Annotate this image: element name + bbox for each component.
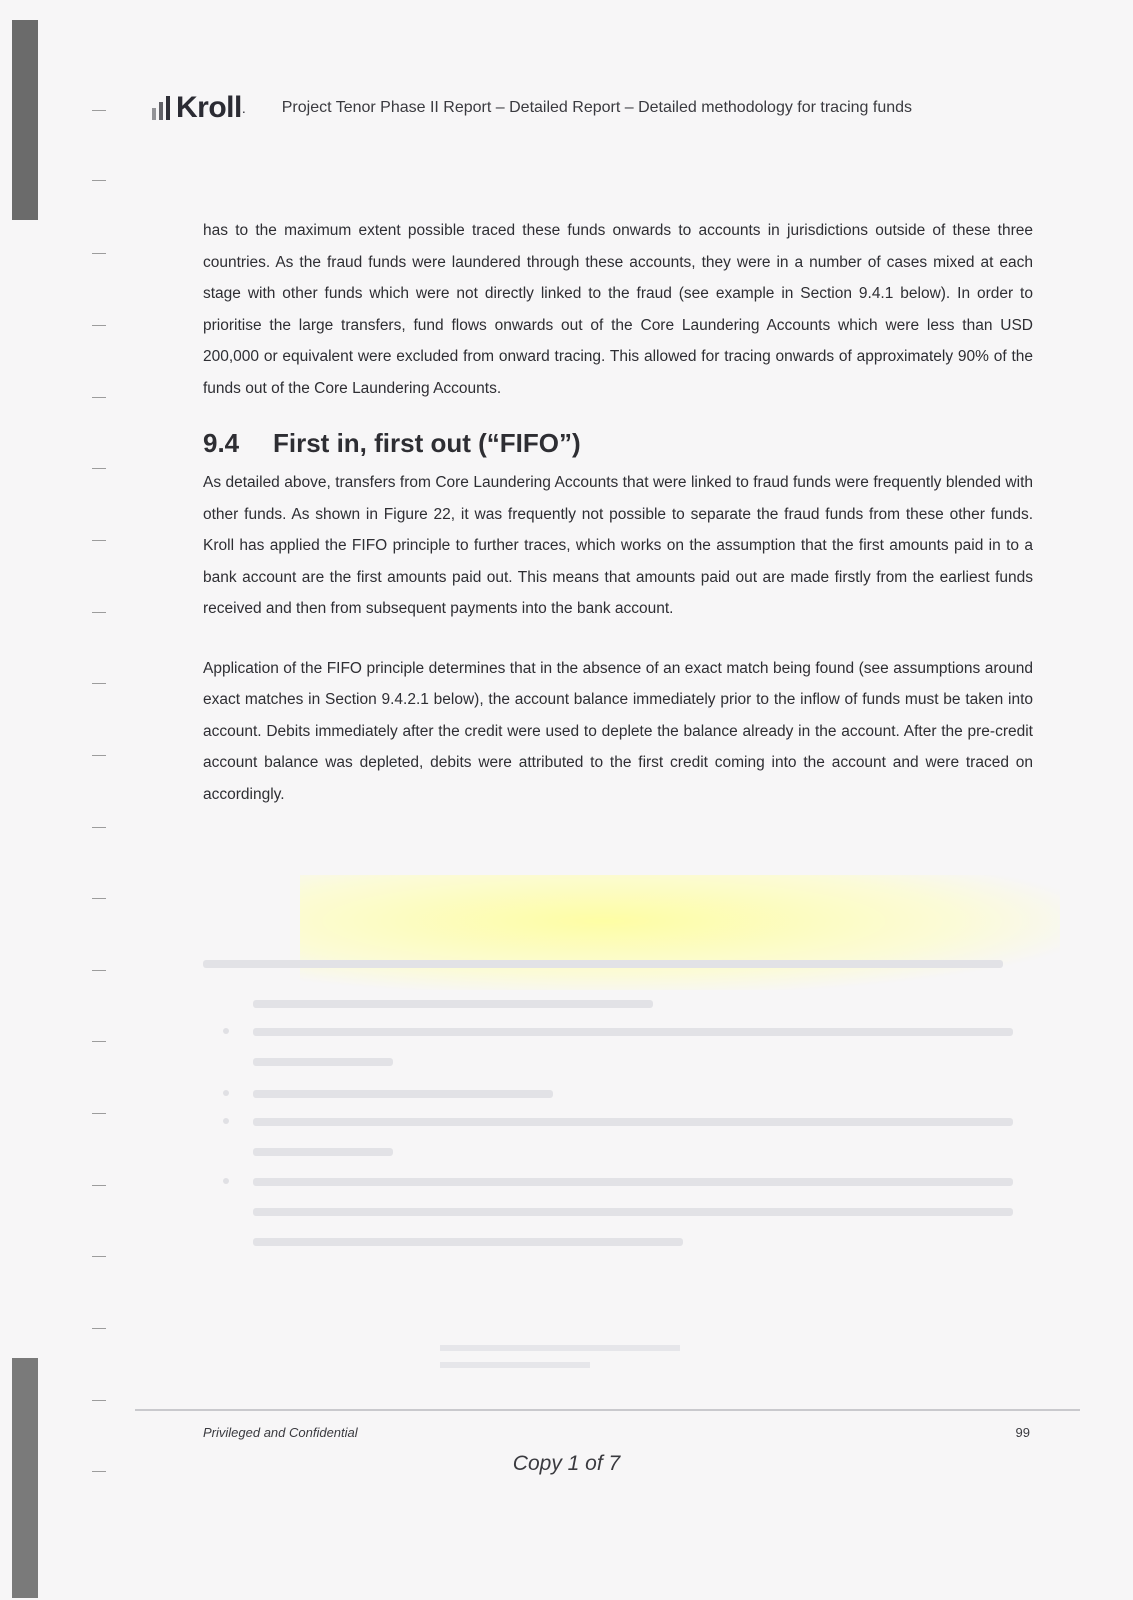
page-number: 99 <box>1015 1425 1030 1440</box>
scan-edge-top <box>12 20 38 220</box>
main-content <box>203 215 1033 810</box>
scan-edge-bottom <box>12 1358 38 1598</box>
kroll-logo: Kroll . <box>152 91 246 125</box>
logo-bars-icon <box>152 96 170 120</box>
faded-content <box>203 940 1033 1320</box>
paragraph-3: Application of the FIFO principle determines that in the absence of an exact match being found (see assumptions around exact matches in Section 9.4.2.1 below), the account balance immediately prior to the inflow of funds must be taken into account. Debits immediately after the credit were used to deplete the balance already in the account. After the pre-credit account balance was depleted, debits were attributed to the first credit coming into the account and were traced on accordingly. <box>203 659 1033 803</box>
section-heading <box>203 428 1033 459</box>
copy-number-note: Copy 1 of 7 <box>512 1452 621 1475</box>
section-title: First in, first out (“FIFO”) <box>273 428 581 458</box>
paragraph-2: As detailed above, transfers from Core Laundering Accounts that were linked to fraud funds were frequently blended with other funds. As shown in Figure 22, it was frequently not possible to separate the fraud funds from these other funds. Kroll has applied the FIFO principle to further traces, which works on the assumption that the first amounts paid in to a bank account are the first amounts paid out. This means that amounts paid out are made firstly from the earliest funds received and then from subsequent payments into the bank account. <box>203 474 1033 617</box>
footer-confidentiality: Privileged and Confidential <box>203 1425 358 1440</box>
section-number: 9.4 <box>203 428 240 458</box>
paragraph-1: has to the maximum extent possible traced these funds onwards to accounts in jurisdictions outside of these three countries. As the fraud funds were laundered through these accounts, they were in a number of cases mixed at each stage with other funds which were not directly linked to the fraud (see example in Section 9.4.1 below). In order to prioritise the large transfers, fund flows onwards out of the Core Laundering Accounts which were less than USD 200,000 or equivalent were excluded from onward tracing. This allowed for tracing onwards of approximately 90% of the funds out of the Core Laundering Accounts. <box>203 222 1033 397</box>
logo-text: Kroll <box>176 91 242 124</box>
margin-ticks <box>92 0 108 1600</box>
footer-rule <box>135 1409 1080 1411</box>
header-title: Project Tenor Phase II Report – Detailed Report – Detailed methodology for tracing funds <box>281 99 913 116</box>
page-header <box>152 88 1032 128</box>
